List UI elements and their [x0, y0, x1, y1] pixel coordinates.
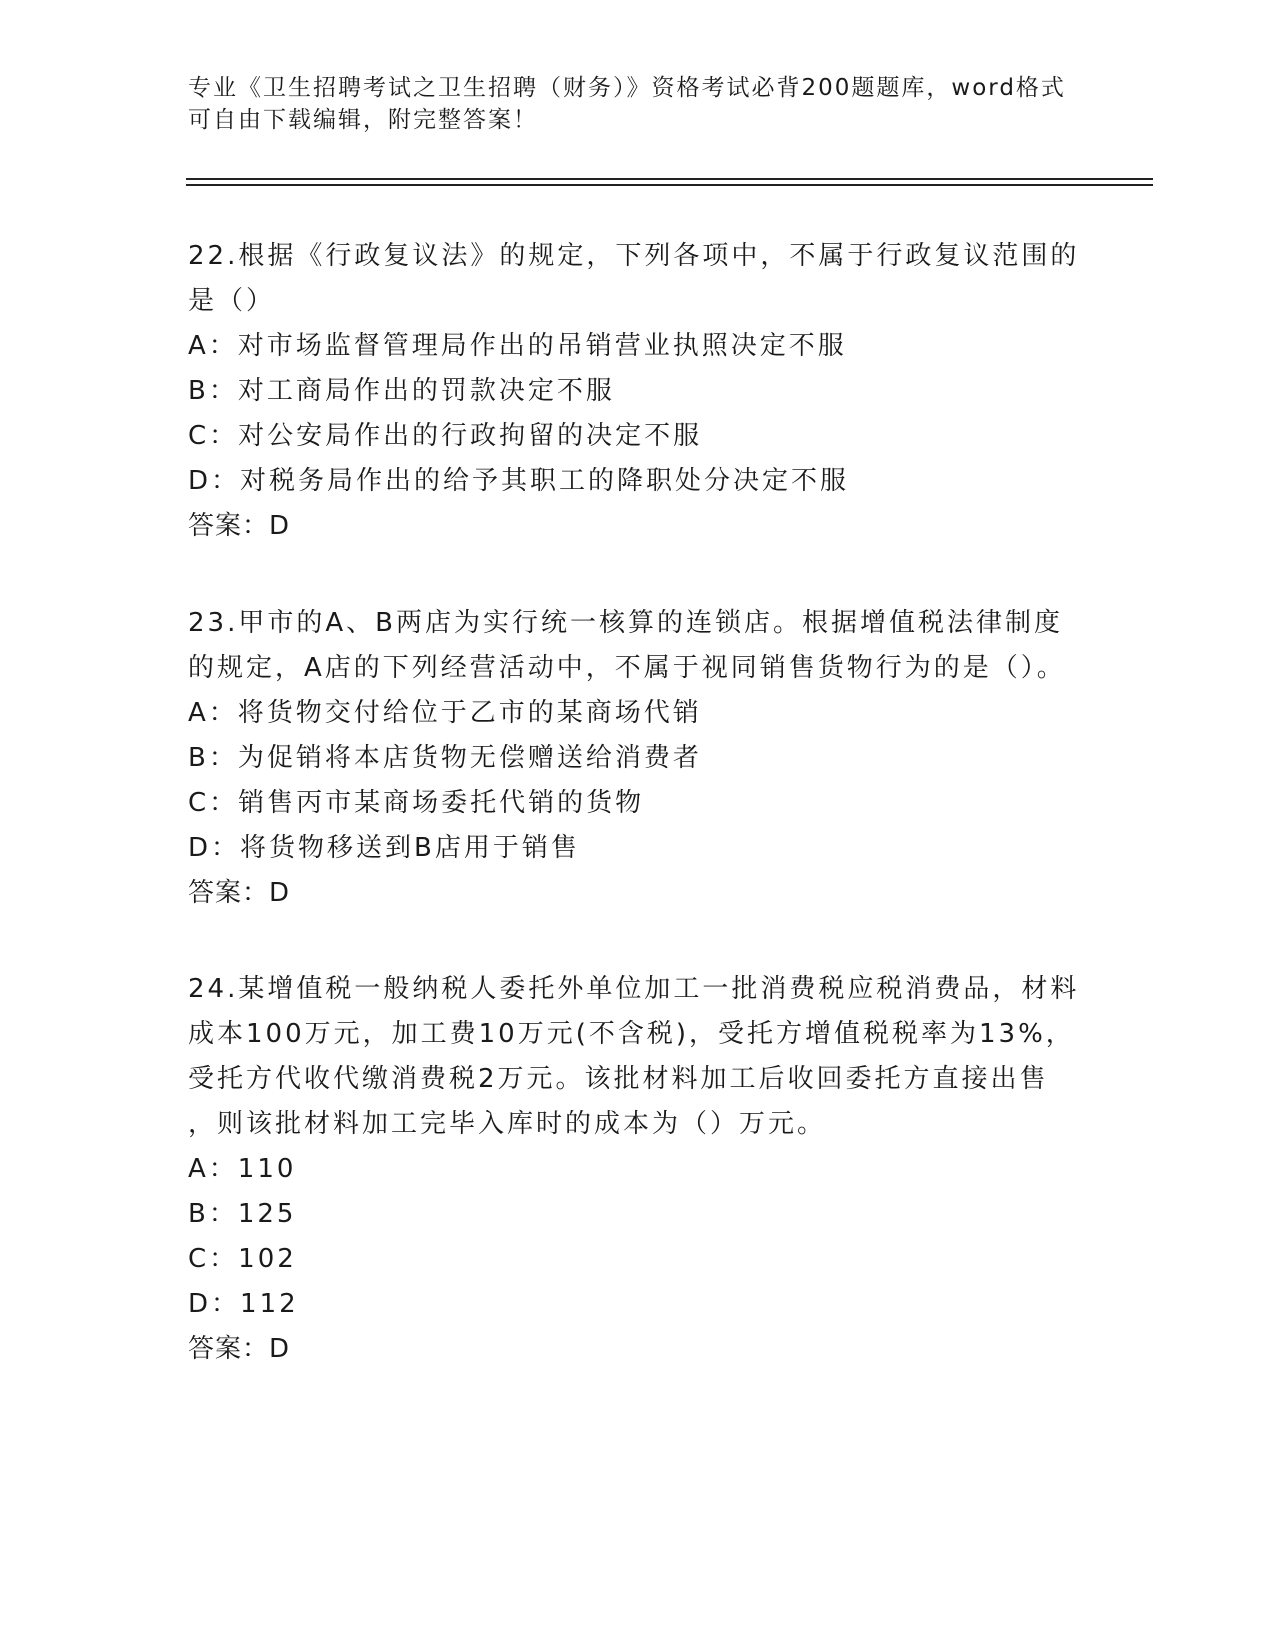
- header-line: 可自由下载编辑，附完整答案！: [188, 107, 538, 133]
- option-d: D：对税务局作出的给予其职工的降职处分决定不服: [188, 466, 850, 496]
- header-divider: [186, 178, 1153, 180]
- option-d: D：112: [188, 1289, 299, 1319]
- question-stem-line: 23.甲市的A、B两店为实行统一核算的连锁店。根据增值税法律制度: [188, 608, 1063, 638]
- option-b: B：125: [188, 1199, 297, 1229]
- question-stem: [188, 967, 1088, 1147]
- question-stem-line: 24.某增值税一般纳税人委托外单位加工一批消费税应税消费品，材料: [188, 974, 1080, 1004]
- question-stem: [188, 601, 1088, 691]
- question-block: [188, 234, 1088, 549]
- option-c: C：102: [188, 1244, 297, 1274]
- header-line: 专业《卫生招聘考试之卫生招聘（财务）》资格考试必背200题题库，word格式: [188, 75, 1066, 101]
- option-c: C：对公安局作出的行政拘留的决定不服: [188, 421, 703, 451]
- question-block: [188, 601, 1088, 916]
- question-stem-line: 是（）: [188, 286, 276, 316]
- option-c: C：销售丙市某商场委托代销的货物: [188, 788, 645, 818]
- answer-line: 答案：D: [188, 511, 291, 541]
- option-b: B：对工商局作出的罚款决定不服: [188, 376, 615, 406]
- question-stem-line: ，则该批材料加工完毕入库时的成本为（）万元。: [188, 1109, 827, 1139]
- question-stem-line: 22.根据《行政复议法》的规定，下列各项中，不属于行政复议范围的: [188, 241, 1080, 271]
- option-b: B：为促销将本店货物无偿赠送给消费者: [188, 743, 702, 773]
- option-d: D：将货物移送到B店用于销售: [188, 833, 580, 863]
- option-a: A：对市场监督管理局作出的吊销营业执照决定不服: [188, 331, 847, 361]
- header-divider: [186, 184, 1153, 186]
- answer-line: 答案：D: [188, 1334, 291, 1364]
- option-a: A：110: [188, 1154, 297, 1184]
- document-header: [188, 72, 1088, 136]
- question-stem: [188, 234, 1088, 324]
- question-stem-line: 的规定，A店的下列经营活动中，不属于视同销售货物行为的是（）。: [188, 653, 1066, 683]
- question-stem-line: 受托方代收代缴消费税2万元。该批材料加工后收回委托方直接出售: [188, 1064, 1049, 1094]
- question-block: [188, 967, 1088, 1372]
- answer-line: 答案：D: [188, 878, 291, 908]
- option-a: A：将货物交付给位于乙市的某商场代销: [188, 698, 702, 728]
- question-stem-line: 成本100万元，加工费10万元(不含税)，受托方增值税税率为13%，: [188, 1019, 1075, 1049]
